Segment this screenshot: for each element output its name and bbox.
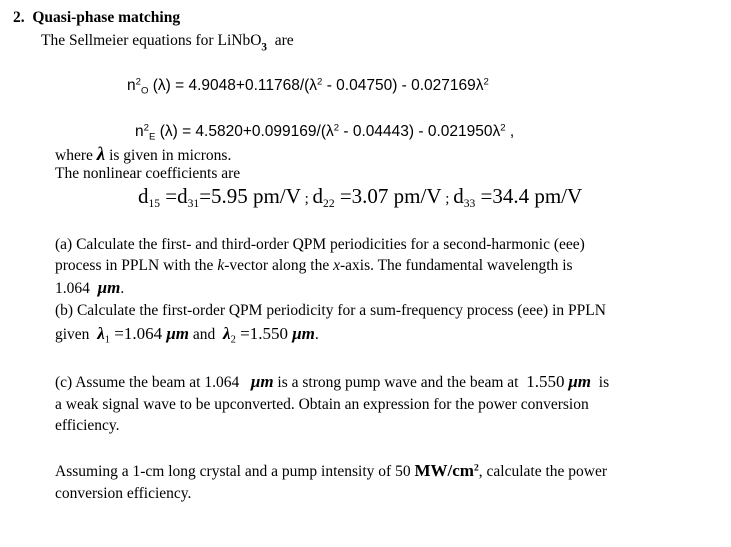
part-a-text-1: process in PPLN with the: [55, 257, 218, 274]
intensity-unit: MW/cm: [414, 461, 474, 480]
eq-no-arg: (λ) = 4.9048+0.11768/(λ: [152, 77, 318, 94]
separator-2: ;: [445, 191, 450, 207]
d22-symbol: d: [312, 184, 324, 208]
final-line1: [55, 462, 607, 480]
problem-number: 2.: [13, 9, 25, 26]
eq-no-label: n: [127, 77, 136, 94]
eq-no-sub: O: [140, 85, 149, 97]
lambda-symbol: λ: [96, 144, 106, 165]
part-b-line1: (b) Calculate the first-order QPM periodicity for a sum-frequency process (eee) in PPLN: [55, 302, 606, 319]
period: .: [120, 280, 125, 297]
where-suffix: is given in microns.: [109, 147, 232, 164]
part-b-line2: given $\lambda_1 =1.064$ μm and $\lambda_2 =1.550$ μm.: [55, 324, 319, 346]
micron-unit: μm: [97, 278, 121, 297]
intro-subscript: 3: [261, 41, 267, 54]
eq-ne-label: n: [135, 123, 144, 140]
final-text-1: Assuming a 1-cm long crystal and a pump intensity of 50: [55, 463, 411, 480]
d31-sub: 31: [187, 198, 200, 211]
d-value-2: =3.07 pm/V: [339, 184, 442, 208]
lambda2-sub: 2: [230, 334, 236, 346]
d33-symbol: d: [453, 184, 464, 208]
where-prefix: where: [55, 147, 93, 164]
eq-ne-sub: E: [148, 131, 156, 143]
d15-sub: 15: [148, 198, 161, 211]
intensity-unit-exp: 2: [473, 462, 479, 474]
part-a-line2: [55, 258, 573, 274]
part-a-line1: (a) Calculate the first- and third-order QPM periodicities for a second-harmonic (eee): [55, 236, 585, 253]
where-line: [55, 145, 231, 164]
lambda1-unit: μm: [166, 324, 190, 343]
eq-ne-arg: (λ) = 4.5820+0.099169/(λ: [159, 123, 334, 140]
eq-ne-exp: 2: [143, 122, 149, 134]
nonlinear-label: The nonlinear coefficients are: [55, 165, 241, 182]
eq-no-mid: - 0.04750) - 0.027169λ: [322, 77, 484, 94]
given-text: given: [55, 326, 90, 343]
part-a-line3: [55, 279, 124, 297]
part-c-line1: [55, 373, 609, 391]
micron-unit-c1: μm: [250, 372, 274, 391]
k-symbol: k: [217, 257, 225, 274]
eq-ne-end: ,: [505, 123, 515, 140]
part-c-line3: efficiency.: [55, 417, 120, 434]
period-b: .: [314, 326, 319, 343]
and-text: and: [192, 326, 216, 343]
x-symbol: x: [333, 257, 340, 274]
final-line2: conversion efficiency.: [55, 485, 192, 502]
d15-symbol: d: [138, 184, 149, 208]
d31-symbol: d: [177, 184, 188, 208]
intro-line: [41, 32, 294, 54]
part-a-text-3: -axis. The fundamental wavelength is: [339, 257, 573, 274]
eq-ne-mid: - 0.04443) - 0.021950λ: [339, 123, 501, 140]
signal-wavelength: 1.550: [526, 372, 565, 391]
part-c-text-1: (c) Assume the beam at 1.064: [55, 374, 240, 391]
lambda1-sub: 1: [104, 334, 110, 346]
lambda1-value: =1.064: [114, 324, 163, 343]
part-c-text-2: is a strong pump wave and the beam at: [277, 374, 519, 391]
final-text-2: , calculate the power: [478, 463, 607, 480]
separator-1: ;: [304, 191, 309, 207]
equation-no: $n^2_O$ $(\lambda) = 4.9048+0.11768/(\lambda^2 - 0.04750) - 0.027169\lambda^2$: [127, 76, 489, 97]
intro-prefix: The Sellmeier equations for LiNbO: [41, 32, 262, 49]
lambda2-value: =1.550: [240, 324, 288, 343]
lambda2-unit: μm: [292, 324, 315, 343]
equation-ne: $n^2_E$ $(\lambda) = 4.5820+0.099169/(\lambda^2 - 0.04443) - 0.021950\lambda^2$ ,: [135, 122, 515, 143]
part-c-text-3: is: [598, 374, 610, 391]
problem-title: Quasi-phase matching: [32, 9, 181, 26]
fundamental-wavelength: 1.064: [55, 280, 90, 297]
d-value-1: =5.95 pm/V: [199, 184, 301, 208]
problem-heading: [13, 10, 180, 26]
intro-suffix: are: [274, 32, 294, 49]
part-a-text-2: -vector along the: [224, 257, 334, 274]
eq-no-exp: 2: [135, 76, 141, 88]
eq-sign-1: =: [165, 184, 178, 208]
part-c-line2: a weak signal wave to be upconverted. Obtain an expression for the power conversion: [55, 396, 589, 413]
nonlinear-coefficients: [138, 184, 583, 211]
d33-sub: 33: [463, 198, 476, 211]
d22-sub: 22: [323, 198, 335, 211]
d-value-3: =34.4 pm/V: [480, 184, 583, 208]
micron-unit-c2: μm: [568, 372, 592, 391]
